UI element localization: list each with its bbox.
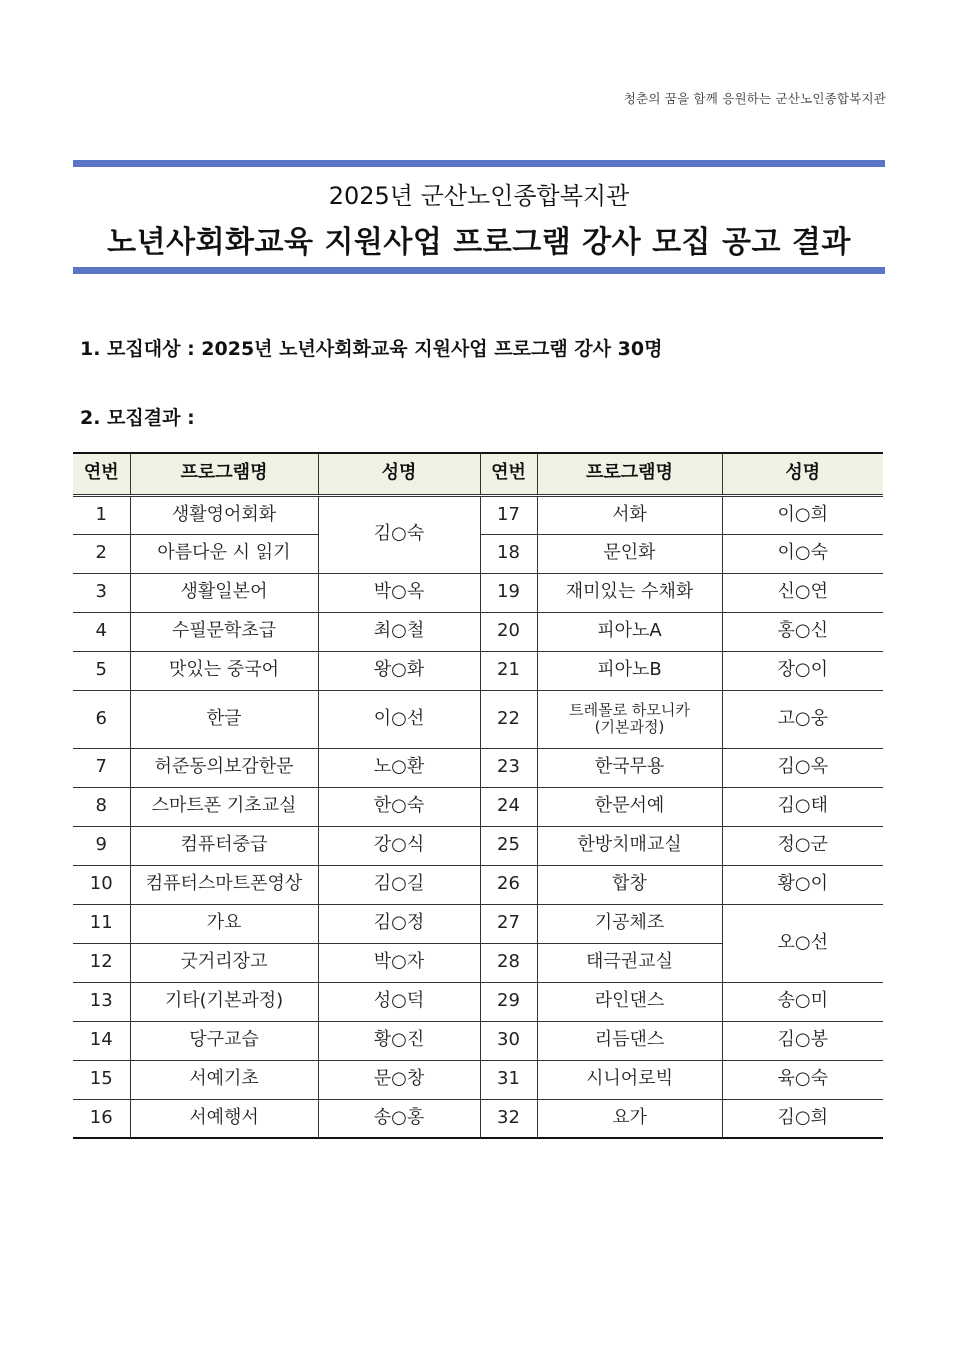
table-row [73, 904, 883, 943]
cell-program: 요가 [537, 1099, 722, 1138]
table-row [73, 651, 883, 690]
table-row [73, 495, 883, 534]
cell-program: 아름다운 시 읽기 [130, 534, 318, 573]
table-header-row [73, 453, 883, 495]
cell-no: 15 [73, 1060, 130, 1099]
cell-instructor: 김○태 [722, 787, 883, 826]
cell-instructor: 성○덕 [318, 982, 480, 1021]
table-row [73, 826, 883, 865]
cell-program: 문인화 [537, 534, 722, 573]
cell-program: 컴퓨터중급 [130, 826, 318, 865]
cell-instructor: 황○진 [318, 1021, 480, 1060]
cell-program: 피아노B [537, 651, 722, 690]
cell-no: 22 [480, 690, 537, 748]
header-name-left: 성명 [318, 453, 480, 495]
table-row [73, 612, 883, 651]
cell-program: 한문서예 [537, 787, 722, 826]
cell-instructor: 문○창 [318, 1060, 480, 1099]
table-row [73, 982, 883, 1021]
cell-no: 28 [480, 943, 537, 982]
cell-program: 기타(기본과정) [130, 982, 318, 1021]
cell-instructor: 강○식 [318, 826, 480, 865]
cell-program: 라인댄스 [537, 982, 722, 1021]
cell-program: 재미있는 수채화 [537, 573, 722, 612]
cell-program: 굿거리장고 [130, 943, 318, 982]
page-title: 노년사회화교육 지원사업 프로그램 강사 모집 공고 결과 [107, 225, 851, 260]
cell-no: 27 [480, 904, 537, 943]
cell-instructor: 고○웅 [722, 690, 883, 748]
cell-no: 17 [480, 495, 537, 534]
cell-no: 32 [480, 1099, 537, 1138]
header-no-right: 연번 [480, 453, 537, 495]
header-program-left: 프로그램명 [130, 453, 318, 495]
cell-instructor: 김○희 [722, 1099, 883, 1138]
cell-program: 시니어로빅 [537, 1060, 722, 1099]
cell-program: 맛있는 중국어 [130, 651, 318, 690]
cell-instructor: 김○숙 [318, 495, 480, 573]
section-result: 2. 모집결과 : [80, 407, 195, 429]
cell-instructor: 최○철 [318, 612, 480, 651]
cell-program: 서예기초 [130, 1060, 318, 1099]
cell-instructor: 한○숙 [318, 787, 480, 826]
cell-instructor: 김○봉 [722, 1021, 883, 1060]
cell-no: 3 [73, 573, 130, 612]
cell-no: 18 [480, 534, 537, 573]
cell-program: 생활일본어 [130, 573, 318, 612]
cell-program: 서화 [537, 495, 722, 534]
cell-instructor: 황○이 [722, 865, 883, 904]
header-no-left: 연번 [73, 453, 130, 495]
cell-program: 허준동의보감한문 [130, 748, 318, 787]
cell-program: 한글 [130, 690, 318, 748]
title-line-1: 2025년 군산노인종합복지관 [328, 182, 630, 210]
cell-no: 4 [73, 612, 130, 651]
cell-no: 12 [73, 943, 130, 982]
cell-program: 당구교습 [130, 1021, 318, 1060]
cell-no: 20 [480, 612, 537, 651]
cell-no: 7 [73, 748, 130, 787]
table-row [73, 865, 883, 904]
cell-program: 스마트폰 기초교실 [130, 787, 318, 826]
cell-instructor: 신○연 [722, 573, 883, 612]
cell-no: 19 [480, 573, 537, 612]
cell-program: 한국무용 [537, 748, 722, 787]
cell-instructor: 장○이 [722, 651, 883, 690]
cell-no: 14 [73, 1021, 130, 1060]
table-row [73, 573, 883, 612]
cell-instructor: 박○자 [318, 943, 480, 982]
title-bottom-bar [73, 267, 885, 274]
cell-instructor: 송○홍 [318, 1099, 480, 1138]
cell-instructor: 이○숙 [722, 534, 883, 573]
section-target: 1. 모집대상 : 2025년 노년사회화교육 지원사업 프로그램 강사 30명 [80, 338, 663, 360]
cell-instructor: 노○환 [318, 748, 480, 787]
cell-no: 9 [73, 826, 130, 865]
cell-no: 24 [480, 787, 537, 826]
cell-no: 10 [73, 865, 130, 904]
cell-instructor: 이○선 [318, 690, 480, 748]
cell-no: 23 [480, 748, 537, 787]
cell-program: 가요 [130, 904, 318, 943]
cell-instructor: 송○미 [722, 982, 883, 1021]
cell-no: 21 [480, 651, 537, 690]
cell-program: 서예행서 [130, 1099, 318, 1138]
cell-no: 29 [480, 982, 537, 1021]
cell-instructor: 왕○화 [318, 651, 480, 690]
program-name-line-1: 트레몰로 하모니카 [569, 700, 690, 719]
cell-no: 16 [73, 1099, 130, 1138]
cell-no: 8 [73, 787, 130, 826]
cell-no: 6 [73, 690, 130, 748]
cell-instructor: 김○길 [318, 865, 480, 904]
cell-no: 11 [73, 904, 130, 943]
cell-program: 컴퓨터스마트폰영상 [130, 865, 318, 904]
cell-program: 한방치매교실 [537, 826, 722, 865]
cell-program: 태극권교실 [537, 943, 722, 982]
table-row [73, 787, 883, 826]
cell-instructor: 김○옥 [722, 748, 883, 787]
table-row [73, 1099, 883, 1138]
cell-instructor: 정○군 [722, 826, 883, 865]
table-row [73, 748, 883, 787]
cell-program: 리듬댄스 [537, 1021, 722, 1060]
result-table [73, 452, 883, 1139]
header-name-right: 성명 [722, 453, 883, 495]
table-row [73, 1021, 883, 1060]
cell-no: 31 [480, 1060, 537, 1099]
cell-instructor: 이○희 [722, 495, 883, 534]
cell-no: 30 [480, 1021, 537, 1060]
cell-instructor: 홍○신 [722, 612, 883, 651]
cell-no: 25 [480, 826, 537, 865]
cell-instructor: 박○옥 [318, 573, 480, 612]
cell-program: 생활영어회화 [130, 495, 318, 534]
cell-program [537, 690, 722, 748]
cell-program: 수필문학초급 [130, 612, 318, 651]
title-top-bar [73, 160, 885, 167]
cell-no: 26 [480, 865, 537, 904]
header-tagline: 청춘의 꿈을 함께 응원하는 군산노인종합복지관 [623, 91, 886, 106]
cell-program: 기공체조 [537, 904, 722, 943]
table-row [73, 1060, 883, 1099]
cell-program: 피아노A [537, 612, 722, 651]
cell-no: 2 [73, 534, 130, 573]
header-program-right: 프로그램명 [537, 453, 722, 495]
cell-program: 합창 [537, 865, 722, 904]
table-row [73, 690, 883, 748]
program-name-line-2: (기본과정) [594, 718, 665, 736]
cell-no: 5 [73, 651, 130, 690]
cell-no: 1 [73, 495, 130, 534]
cell-instructor: 오○선 [722, 904, 883, 982]
cell-instructor: 육○숙 [722, 1060, 883, 1099]
cell-no: 13 [73, 982, 130, 1021]
cell-instructor: 김○정 [318, 904, 480, 943]
